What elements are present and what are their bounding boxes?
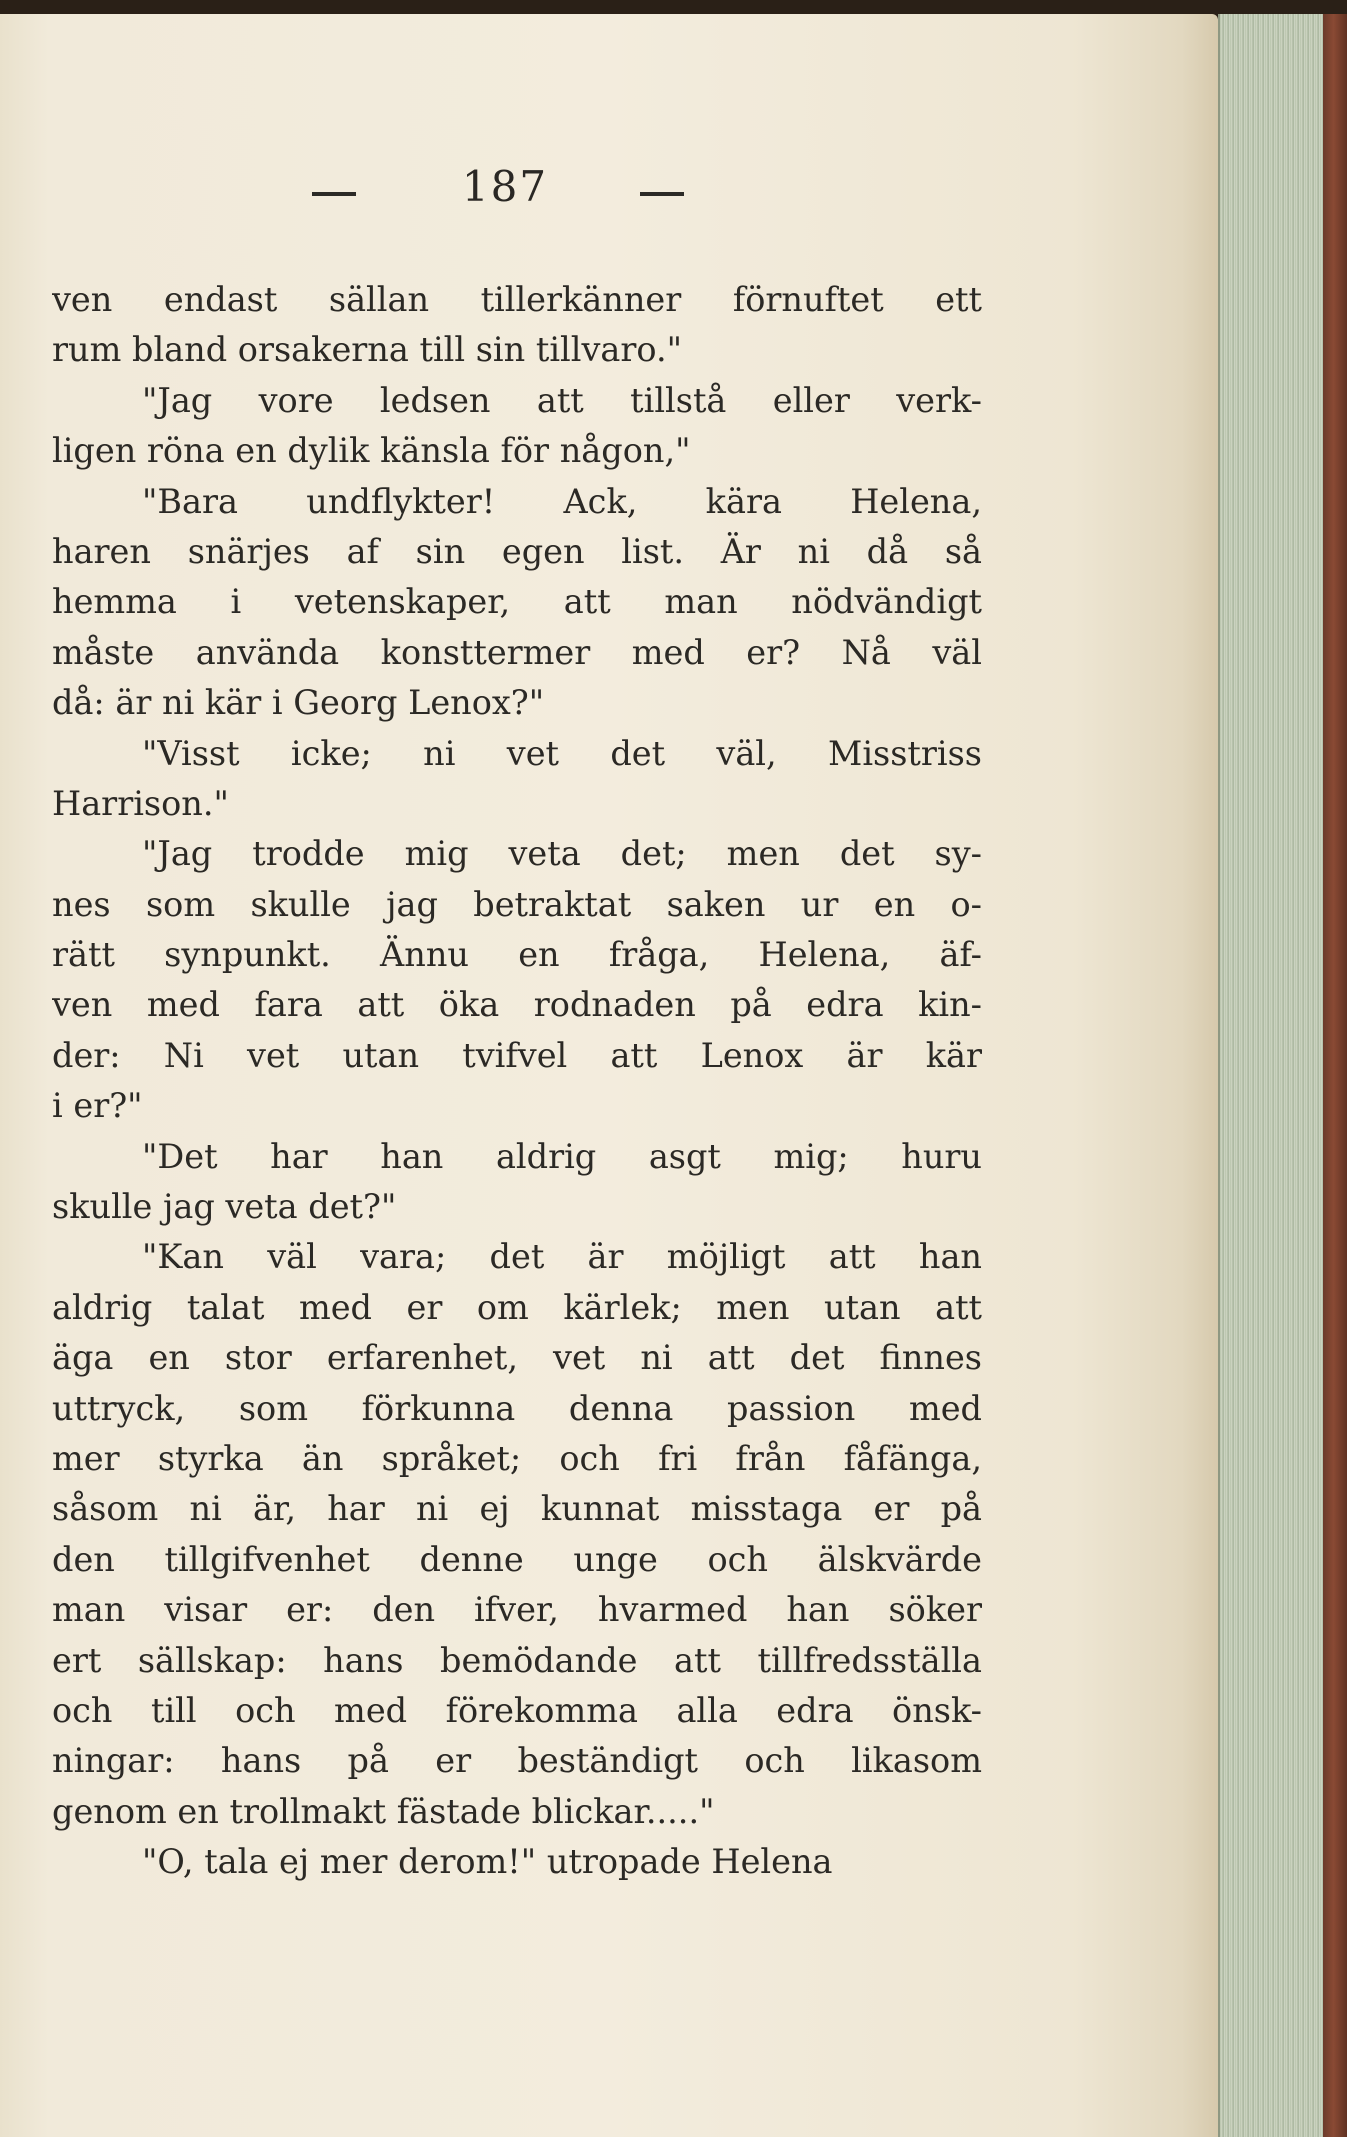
text-line: mer styrka än språket; och fri från fåfänga, [52,1438,982,1478]
text-line: genom en trollmakt fästade blickar....." [52,1791,715,1831]
text-line: och till och med förekomma alla edra önsk- [52,1690,982,1730]
text-line: "Jag trodde mig veta det; men det sy- [142,834,982,874]
text-line: nes som skulle jag betraktat saken ur en o- [52,884,982,924]
text-line: man visar er: den ifver, hvarmed han söker [52,1590,982,1630]
text-line: uttryck, som förkunna denna passion med [52,1388,982,1428]
text-line: hemma i vetenskaper, att man nödvändigt [52,582,982,622]
text-line: ven med fara att öka rodnaden på edra kin- [52,985,982,1025]
text-line: "Det har han aldrig asgt mig; huru [142,1136,982,1176]
text-line: "Bara undflykter! Ack, kära Helena, [142,481,982,521]
text-line: haren snärjes af sin egen list. Är ni då så [52,531,982,571]
text-line: "Jag vore ledsen att tillstå eller verk- [142,380,982,420]
text-line: aldrig talat med er om kärlek; men utan att [52,1287,982,1327]
text-line: der: Ni vet utan tvifvel att Lenox är kär [52,1035,982,1075]
text-line: ligen röna en dylik känsla för någon," [52,431,691,471]
text-line: "O, tala ej mer derom!" utropade Helena [142,1842,833,1882]
header-dash-left [312,192,356,196]
text-line: "Visst icke; ni vet det väl, Misstriss [142,733,982,773]
text-line: måste använda konsttermer med er? Nå väl [52,632,982,672]
text-line: rätt synpunkt. Ännu en fråga, Helena, äf- [52,935,982,975]
text-line: ningar: hans på er beständigt och likasom [52,1741,982,1781]
body-text [52,275,982,1888]
text-line: ert sällskap: hans bemödande att tillfredsställa [52,1640,982,1680]
page-stack-edge [1218,14,1347,2137]
text-line: rum bland orsakerna till sin tillvaro." [52,330,683,370]
header-dash-right [640,192,684,196]
text-line: i er?" [52,1086,143,1126]
page-header [0,162,1218,222]
text-line: äga en stor erfarenhet, vet ni att det finnes [52,1338,982,1378]
text-line: skulle jag veta det?" [52,1187,397,1227]
text-line: såsom ni är, har ni ej kunnat misstaga er på [52,1489,982,1529]
text-line: den tillgifvenhet denne unge och älskvärde [52,1539,982,1579]
text-line: ven endast sällan tillerkänner förnuftet ett [52,280,982,319]
text-line: då: är ni kär i Georg Lenox?" [52,683,545,723]
text-line: "Kan väl vara; det är möjligt att han [142,1237,982,1277]
text-line: Harrison." [52,783,229,823]
page-number: 187 [461,162,549,211]
